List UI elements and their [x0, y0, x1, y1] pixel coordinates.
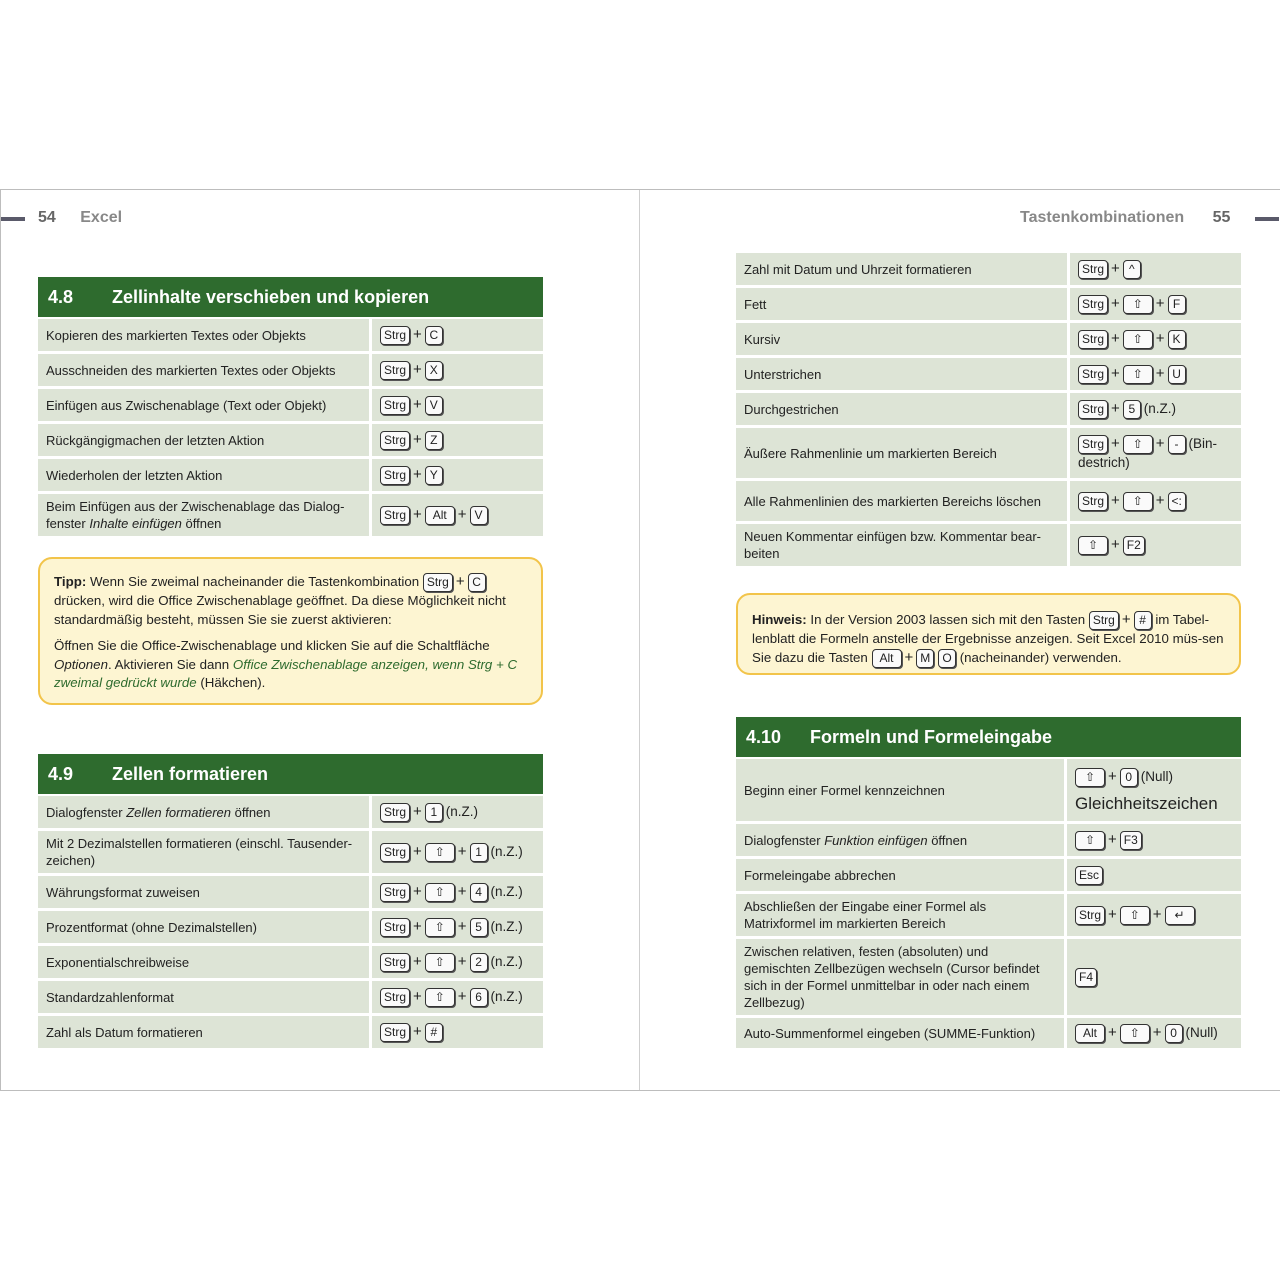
hint-text-3: (nacheinander) verwenden. [959, 649, 1122, 665]
shortcut-description [736, 393, 1070, 425]
description-text: Unterstrichen [744, 366, 822, 382]
description-text: Inhalte einfügen [89, 516, 182, 531]
shortcut-keys [372, 459, 543, 491]
description-text: Durchgestrichen [744, 401, 839, 417]
table-row [38, 876, 543, 908]
table-row [38, 796, 543, 828]
tip-text-3: Öffnen Sie die Office-Zwischenablage und klicken Sie auf die Schaltfläche [54, 638, 490, 653]
plus-sign: + [413, 1022, 422, 1040]
keyboard-key: Strg [380, 506, 410, 525]
keyboard-key: Strg [380, 953, 410, 972]
shortcut-keys [1067, 759, 1241, 821]
section-4-8 [38, 277, 543, 539]
shortcut-keys [372, 1016, 543, 1048]
plus-sign: + [1111, 259, 1120, 277]
plus-sign: + [413, 917, 422, 935]
left-page-number: 54 [38, 209, 56, 226]
table-row [736, 288, 1241, 320]
right-page-number: 55 [1212, 209, 1231, 226]
table-row [38, 459, 543, 491]
table-row [736, 824, 1241, 856]
shortcut-note: (Null) [1140, 769, 1174, 785]
shortcut-description [736, 428, 1070, 478]
shortcut-description [736, 824, 1067, 856]
keyboard-key: 0 [1120, 768, 1138, 787]
shortcut-description [38, 796, 372, 828]
description-text: Alle Rahmenlinien des markierten Bereichs löschen [744, 493, 1041, 509]
shortcut-description [736, 759, 1067, 821]
plus-sign: + [1111, 364, 1120, 382]
shortcut-note: (n.Z.) [445, 803, 479, 819]
keyboard-key: Alt [425, 506, 455, 525]
shortcut-keys [1070, 253, 1241, 285]
description-text: Beginn einer Formel kennzeichnen [744, 782, 945, 798]
key-strg: Strg [423, 573, 453, 592]
keyboard-key: ⇧ [1075, 768, 1105, 787]
key-m: M [916, 649, 934, 668]
keyboard-key: ⇧ [1120, 906, 1150, 925]
description-text: Dialogfenster [744, 832, 825, 848]
tip-options-term: Optionen [54, 656, 108, 672]
keyboard-key: Strg [380, 988, 410, 1007]
keyboard-key: ^ [1123, 260, 1141, 279]
keyboard-key: Strg [380, 361, 410, 380]
description-text: Neuen Kommentar einfügen bzw. Kommentar bear-beiten [744, 529, 1041, 561]
shortcut-description [38, 831, 372, 873]
shortcut-keys [1067, 824, 1241, 856]
plus-sign: + [413, 360, 422, 378]
table-row [38, 911, 543, 943]
tip-box [38, 557, 543, 705]
keyboard-key: Strg [380, 431, 410, 450]
keyboard-key: 5 [470, 918, 488, 937]
shortcut-description [736, 253, 1070, 285]
keyboard-key: 5 [1123, 400, 1141, 419]
table-row [736, 428, 1241, 478]
keyboard-key: C [425, 326, 443, 345]
tip-label: Tipp: [54, 574, 87, 590]
table-row [38, 424, 543, 456]
plus-sign: + [413, 882, 422, 900]
keyboard-key: ⇧ [425, 988, 455, 1007]
keyboard-key: Strg [380, 466, 410, 485]
table-row [736, 393, 1241, 425]
description-text: Dialogfenster [46, 804, 127, 820]
description-text: Einfügen aus Zwischenablage (Text oder Objekt) [46, 397, 327, 413]
right-header-title: Tastenkombinationen [1020, 209, 1185, 226]
hint-box [736, 593, 1241, 675]
shortcut-keys [1070, 481, 1241, 521]
shortcut-description [736, 358, 1070, 390]
shortcut-keys [1067, 859, 1241, 891]
plus-sign: + [1111, 535, 1120, 553]
shortcut-description [736, 859, 1067, 891]
shortcut-description [736, 894, 1067, 936]
table-row [736, 1018, 1241, 1048]
keyboard-key: Strg [1078, 435, 1108, 454]
section-4-9-continued [736, 251, 1241, 569]
keyboard-key: Strg [380, 843, 410, 862]
shortcut-description [736, 939, 1067, 1015]
plus-sign: + [457, 882, 467, 900]
plus-sign: + [1152, 905, 1162, 923]
shortcut-table [38, 793, 543, 1051]
keyboard-key: ⇧ [1120, 1024, 1150, 1043]
shortcut-description [38, 946, 372, 978]
keyboard-key: Alt [1075, 1024, 1105, 1043]
plus-sign: + [1111, 329, 1120, 347]
shortcut-table [736, 756, 1241, 1051]
table-row [38, 981, 543, 1013]
keyboard-key: 0 [1165, 1024, 1183, 1043]
description-text: Prozentformat (ohne Dezimalstellen) [46, 919, 257, 935]
tip-paragraph-2 [54, 637, 527, 693]
description-text: Abschließen der Eingabe einer Formel als Matrixformel im markierten Bereich [744, 899, 987, 931]
shortcut-description [38, 389, 372, 421]
plus-sign: + [1111, 294, 1120, 312]
plus-sign: + [413, 395, 422, 413]
keyboard-key: Strg [1078, 260, 1108, 279]
plus-sign: + [1155, 491, 1165, 509]
keyboard-key: K [1168, 330, 1186, 349]
description-text: Kursiv [744, 331, 781, 347]
keyboard-key: V [425, 396, 443, 415]
tip-text-2: drücken, wird die Office Zwischenablage geöffnet. Da diese Möglichkeit nicht standardmäßig besteht, müssen Sie sie zuerst aktivieren: [54, 593, 506, 627]
plus-sign: + [1111, 399, 1120, 417]
shortcut-description [38, 354, 372, 386]
table-row [736, 524, 1241, 566]
left-page-header [38, 209, 122, 227]
shortcut-keys [1070, 288, 1241, 320]
shortcut-description [38, 981, 372, 1013]
keyboard-key: <: [1168, 492, 1186, 511]
plus-sign: + [1155, 329, 1165, 347]
shortcut-description [736, 524, 1070, 566]
keyboard-key: ⇧ [1123, 435, 1153, 454]
shortcut-description [38, 424, 372, 456]
plus-sign: + [1155, 294, 1165, 312]
key-hash: # [1134, 611, 1152, 630]
shortcut-note: (n.Z.) [490, 953, 523, 969]
section-title: Zellinhalte verschieben und kopieren [112, 286, 430, 307]
table-row [38, 1016, 543, 1048]
plus-sign: + [413, 505, 422, 523]
shortcut-keys [1070, 358, 1241, 390]
shortcut-keys [1067, 939, 1241, 1015]
shortcut-keys [372, 424, 543, 456]
hint-paragraph: Hinweis: In der Version 2003 lassen sich mit den Tasten Strg + # im Tabel-lenblatt die Formeln anstelle der Ergebnisse anzeigen. Seit Excel 2010 müs-sen Sie dazu die Tasten Alt + M O (nacheinander) verwenden. [752, 611, 1224, 666]
table-row [736, 358, 1241, 390]
plus-sign: + [457, 952, 467, 970]
keyboard-key: F2 [1123, 536, 1145, 555]
keyboard-key: ⇧ [1123, 365, 1153, 384]
plus-sign: + [457, 842, 467, 860]
plus-sign: + [413, 802, 422, 820]
section-heading [736, 717, 1241, 757]
keyboard-key: ⇧ [1075, 831, 1105, 850]
description-text: Mit 2 Dezimalstellen formatieren (einschl. Tausender-zeichen) [46, 836, 353, 868]
plus-sign: + [1108, 1023, 1117, 1041]
keyboard-key: Strg [1078, 330, 1108, 349]
shortcut-description [38, 459, 372, 491]
shortcut-note: (Bin-destrich) [1078, 436, 1218, 470]
table-row [736, 253, 1241, 285]
keyboard-key: ⇧ [425, 843, 455, 862]
plus-sign: + [1108, 768, 1117, 786]
keyboard-key: Strg [1075, 906, 1105, 925]
section-heading [38, 754, 543, 794]
header-bar-right [1255, 217, 1279, 221]
description-text: Zwischen relativen, festen (absoluten) und gemischten Zellbezügen wechseln (Cursor befindet sich in der Formel unmittelbar in oder nach einem Zellbezug) [744, 944, 1040, 1010]
keyboard-key: U [1168, 365, 1186, 384]
shortcut-description [38, 911, 372, 943]
description-text: Formeleingabe abbrechen [744, 867, 896, 883]
shortcut-description [38, 1016, 372, 1048]
keyboard-key: 4 [470, 883, 488, 902]
keyboard-key: Strg [380, 883, 410, 902]
shortcut-keys [1070, 428, 1241, 478]
description-text: Wiederholen der letzten Aktion [46, 467, 223, 483]
table-row [38, 389, 543, 421]
shortcut-note: (n.Z.) [490, 988, 523, 1004]
description-text: öffnen [927, 832, 968, 848]
shortcut-description [736, 288, 1070, 320]
keyboard-key: 6 [470, 988, 488, 1007]
right-page-header [1020, 209, 1230, 227]
keyboard-key: Strg [380, 803, 410, 822]
keyboard-key: 1 [425, 803, 443, 822]
shortcut-table [736, 250, 1241, 569]
table-row [736, 859, 1241, 891]
table-row [38, 946, 543, 978]
tip-paragraph-1: Tipp: Wenn Sie zweimal nacheinander die Tastenkombination Strg + C drücken, wird die Office Zwischenablage geöffnet. Da diese Möglichkeit nicht standardmäßig besteht, müssen Sie sie zuerst aktivieren: [54, 573, 506, 627]
shortcut-table [38, 316, 543, 539]
book-spread [0, 189, 1280, 1091]
hint-text-1: In der Version 2003 lassen sich mit den Tasten [810, 612, 1086, 628]
table-row [736, 939, 1241, 1015]
hint-label: Hinweis: [752, 612, 807, 628]
shortcut-keys [1070, 393, 1241, 425]
description-text: öffnen [181, 516, 222, 531]
shortcut-keys [372, 876, 543, 908]
table-row [736, 481, 1241, 521]
keyboard-key: 1 [470, 843, 488, 862]
shortcut-keys [372, 796, 543, 828]
plus-sign: + [1111, 435, 1120, 453]
header-bar-left [1, 217, 25, 221]
description-text: Zahl als Datum formatieren [46, 1024, 203, 1040]
table-row [736, 323, 1241, 355]
description-text: Kopieren des markierten Textes oder Objekts [46, 327, 306, 343]
plus-sign: + [1155, 364, 1165, 382]
tip-text-4: . Aktivieren Sie dann [107, 656, 233, 672]
section-heading [38, 277, 543, 317]
description-text: Standardzahlenformat [46, 989, 174, 1005]
plus-sign: + [457, 505, 467, 523]
keyboard-key: Z [425, 431, 443, 450]
keyboard-key: 2 [470, 953, 488, 972]
table-row [736, 759, 1241, 821]
plus-sign: + [1111, 491, 1120, 509]
shortcut-note: (n.Z.) [490, 918, 523, 934]
shortcut-note: Gleichheitszeichen [1075, 794, 1218, 813]
plus-sign: + [1152, 1023, 1162, 1041]
description-text: Funktion einfügen [824, 832, 928, 848]
shortcut-description [38, 494, 372, 536]
shortcut-note: (n.Z.) [1143, 400, 1177, 416]
plus-sign: + [1108, 905, 1117, 923]
tip-text-1: Wenn Sie zweimal nacheinander die Tastenkombination [89, 574, 420, 590]
keyboard-key: F3 [1120, 831, 1142, 850]
keyboard-key: ⇧ [1123, 330, 1153, 349]
section-number: 4.8 [48, 286, 74, 307]
shortcut-keys [372, 831, 543, 873]
section-number: 4.9 [48, 763, 74, 784]
keyboard-key: # [425, 1023, 443, 1042]
key-strg: Strg [1089, 611, 1119, 630]
shortcut-keys [1067, 1018, 1241, 1048]
tip-option-name: Office Zwischenablage anzeigen, wenn Strg + C zweimal gedrückt wurde [54, 656, 518, 690]
plus-sign: + [1155, 435, 1165, 453]
description-text: Exponentialschreibweise [46, 954, 190, 970]
description-text: Fett [744, 296, 767, 312]
table-row [736, 894, 1241, 936]
keyboard-key: Strg [1078, 295, 1108, 314]
shortcut-keys [1067, 894, 1241, 936]
description-text: Äußere Rahmenlinie um markierten Bereich [744, 445, 997, 461]
keyboard-key: ⇧ [1123, 492, 1153, 511]
keyboard-key: F4 [1075, 968, 1097, 987]
plus-sign: + [413, 842, 422, 860]
description-text: Ausschneiden des markierten Textes oder Objekts [46, 362, 336, 378]
description-text: Zellen formatieren [126, 804, 231, 820]
hint-text-2: im Tabel-lenblatt die Formeln anstelle der Ergebnisse anzeigen. Seit Excel 2010 müs-sen Sie dazu die Tasten [752, 612, 1224, 665]
keyboard-key: X [425, 361, 443, 380]
description-text: Rückgängigmachen der letzten Aktion [46, 432, 265, 448]
keyboard-key: V [470, 506, 488, 525]
table-row [38, 831, 543, 873]
plus-sign: + [413, 465, 422, 483]
shortcut-note: (n.Z.) [490, 843, 523, 859]
keyboard-key: F [1168, 295, 1186, 314]
keyboard-key: ↵ [1165, 906, 1195, 925]
plus-sign: + [457, 917, 467, 935]
section-title: Formeln und Formeleingabe [810, 726, 1053, 747]
plus-sign: + [413, 430, 422, 448]
shortcut-keys [372, 946, 543, 978]
keyboard-key: ⇧ [1123, 295, 1153, 314]
shortcut-keys [372, 911, 543, 943]
keyboard-key: ⇧ [425, 953, 455, 972]
tip-text-5: (Häkchen). [196, 675, 266, 690]
left-header-title: Excel [80, 209, 123, 226]
keyboard-key: Strg [380, 396, 410, 415]
table-row [38, 319, 543, 351]
keyboard-key: Y [425, 466, 443, 485]
description-text: Beim Einfügen aus der Zwischenablage das Dialog-fenster [46, 499, 345, 531]
page-gutter [639, 190, 640, 1090]
keyboard-key: ⇧ [1078, 536, 1108, 555]
keyboard-key: Esc [1075, 866, 1103, 885]
shortcut-keys [372, 494, 543, 536]
section-4-9 [38, 754, 543, 1051]
shortcut-note: (Null) [1185, 1024, 1218, 1040]
table-row [38, 354, 543, 386]
description-text: Auto-Summenformel eingeben (SUMME-Funktion) [744, 1025, 1036, 1041]
shortcut-description [736, 323, 1070, 355]
keyboard-key: Strg [380, 918, 410, 937]
shortcut-note: (n.Z.) [490, 883, 523, 899]
shortcut-keys [1070, 323, 1241, 355]
shortcut-description [736, 481, 1070, 521]
key-c: C [468, 573, 486, 592]
keyboard-key: ⇧ [425, 883, 455, 902]
section-title: Zellen formatieren [112, 763, 269, 784]
description-text: Zahl mit Datum und Uhrzeit formatieren [744, 261, 972, 277]
plus-sign: + [413, 325, 422, 343]
shortcut-description [38, 319, 372, 351]
key-o: O [938, 649, 956, 668]
plus-sign: + [1108, 830, 1117, 848]
plus-sign: + [413, 952, 422, 970]
shortcut-description [736, 1018, 1067, 1048]
description-text: Währungsformat zuweisen [46, 884, 200, 900]
keyboard-key: - [1168, 435, 1186, 454]
section-4-10 [736, 717, 1241, 1051]
shortcut-description [38, 876, 372, 908]
shortcut-keys [372, 354, 543, 386]
keyboard-key: Strg [380, 1023, 410, 1042]
plus-sign: + [457, 987, 467, 1005]
section-number: 4.10 [746, 726, 782, 747]
shortcut-keys [372, 319, 543, 351]
keyboard-key: Strg [1078, 492, 1108, 511]
keyboard-key: Strg [1078, 400, 1108, 419]
table-row [38, 494, 543, 536]
keyboard-key: Strg [380, 326, 410, 345]
description-text: öffnen [231, 804, 271, 820]
keyboard-key: Strg [1078, 365, 1108, 384]
shortcut-keys [372, 389, 543, 421]
keyboard-key: ⇧ [425, 918, 455, 937]
plus-sign: + [413, 987, 422, 1005]
shortcut-keys [372, 981, 543, 1013]
shortcut-keys [1070, 524, 1241, 566]
key-alt: Alt [872, 649, 902, 668]
